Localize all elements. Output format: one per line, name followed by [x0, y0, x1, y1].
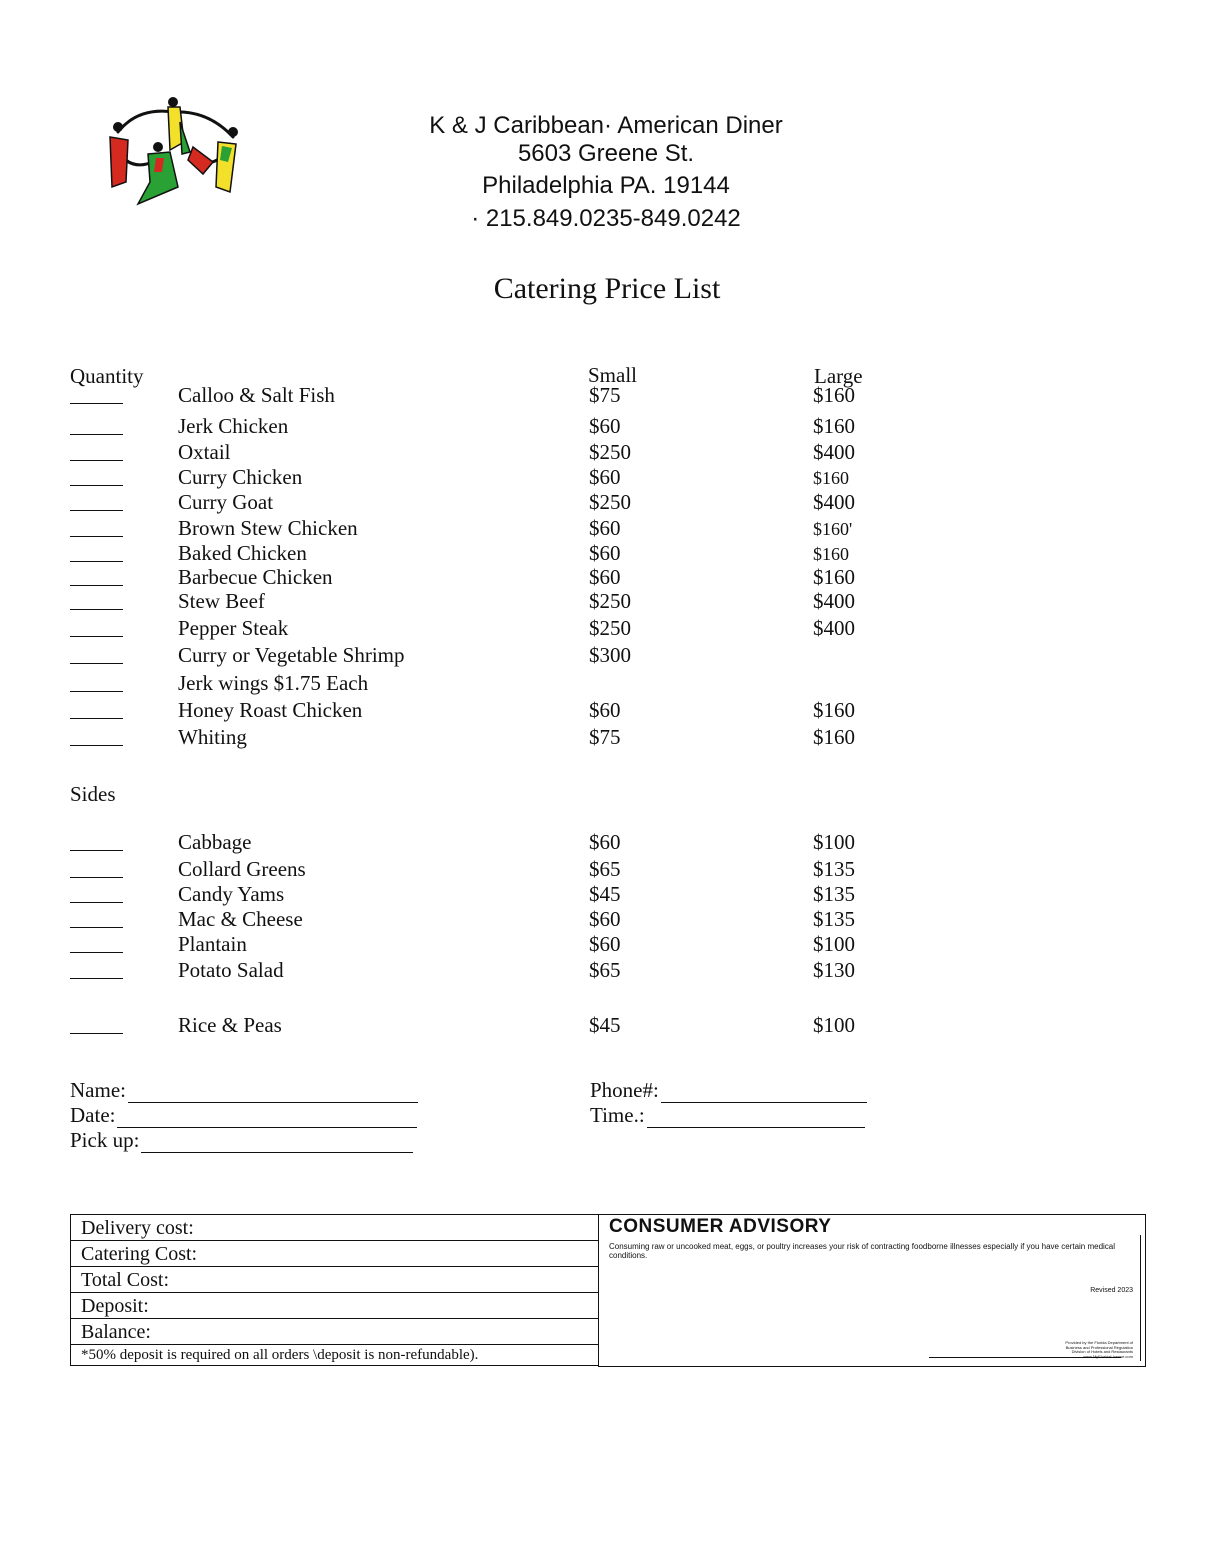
large-price: $100	[813, 932, 855, 956]
large-price: $130	[813, 958, 855, 982]
large-price: $100	[813, 1013, 855, 1037]
large-price: $160	[813, 544, 849, 564]
entree-row	[0, 725, 1214, 752]
quantity-blank[interactable]	[70, 485, 123, 486]
small-price: $60	[589, 414, 621, 438]
quantity-blank[interactable]	[70, 536, 123, 537]
total-cost-row[interactable]: Total Cost:	[71, 1267, 599, 1293]
entree-row	[0, 565, 1214, 592]
quantity-blank[interactable]	[70, 663, 123, 664]
name-field[interactable]	[70, 1078, 418, 1103]
entree-row	[0, 541, 1214, 568]
large-price: $400	[813, 490, 855, 514]
entree-row	[0, 516, 1214, 543]
item-name: Stew Beef	[178, 589, 265, 613]
item-name: Potato Salad	[178, 958, 284, 982]
item-name: Pepper Steak	[178, 616, 289, 640]
quantity-blank[interactable]	[70, 745, 123, 746]
small-price: $65	[589, 958, 621, 982]
small-price: $60	[589, 907, 621, 931]
advisory-revised: Revised 2023	[1090, 1287, 1133, 1294]
large-price: $135	[813, 857, 855, 881]
quantity-blank[interactable]	[70, 877, 123, 878]
business-street: 5603 Greene St.	[517, 140, 695, 167]
sides-heading: Sides	[70, 782, 116, 806]
quantity-blank[interactable]	[70, 636, 123, 637]
quantity-blank[interactable]	[70, 609, 123, 610]
item-name: Jerk Chicken	[178, 414, 289, 438]
business-name: K & J Caribbean· American Diner	[429, 112, 783, 139]
item-name: Candy Yams	[178, 882, 285, 906]
advisory-title: CONSUMER ADVISORY	[609, 1216, 832, 1237]
small-price: $60	[589, 698, 621, 722]
consumer-advisory-box	[598, 1214, 1146, 1367]
catering-cost-row[interactable]: Catering Cost:	[71, 1241, 599, 1267]
entree-row	[0, 440, 1214, 467]
large-price: $400	[813, 589, 855, 613]
deposit-row[interactable]: Deposit:	[71, 1293, 599, 1319]
small-price: $75	[589, 383, 621, 407]
dancing-figures-circle-logo-icon	[98, 92, 248, 212]
small-price: $60	[589, 465, 621, 489]
small-price: $250	[589, 616, 631, 640]
quantity-blank[interactable]	[70, 978, 123, 979]
deposit-note: *50% deposit is required on all orders \deposit is non-refundable).	[81, 1347, 479, 1363]
large-price: $160	[813, 414, 855, 438]
item-name: Baked Chicken	[178, 541, 307, 565]
quantity-blank[interactable]	[70, 510, 123, 511]
item-name: Honey Roast Chicken	[178, 698, 363, 722]
phone-field[interactable]	[590, 1078, 867, 1103]
side-row	[0, 1013, 1214, 1040]
small-price: $65	[589, 857, 621, 881]
pickup-field[interactable]	[70, 1128, 413, 1153]
small-price: $45	[589, 882, 621, 906]
date-field[interactable]	[70, 1103, 417, 1128]
quantity-blank[interactable]	[70, 691, 123, 692]
quantity-column-header: Quantity	[70, 364, 144, 388]
large-price: $135	[813, 882, 855, 906]
balance-row[interactable]: Balance:	[71, 1319, 599, 1345]
pickup-label: Pick up:	[70, 1128, 140, 1152]
small-price: $60	[589, 565, 621, 589]
entree-row	[0, 643, 1214, 670]
advisory-divider	[1140, 1235, 1141, 1361]
large-price: $160	[813, 725, 855, 749]
quantity-blank[interactable]	[70, 850, 123, 851]
dancing-figures-logo	[98, 92, 248, 212]
cost-summary-box	[70, 1214, 599, 1366]
advisory-text: Consuming raw or uncooked meat, eggs, or poultry increases your risk of contracting foodborne illnesses especially if you have certain medical conditions.	[609, 1242, 1116, 1260]
quantity-blank[interactable]	[70, 1033, 123, 1034]
item-name: Curry Goat	[178, 490, 274, 514]
phone-label: Phone#:	[590, 1078, 659, 1102]
business-phone: · 215.849.0235-849.0242	[471, 205, 741, 232]
quantity-blank[interactable]	[70, 927, 123, 928]
quantity-blank[interactable]	[70, 718, 123, 719]
name-label: Name:	[70, 1078, 126, 1102]
page-title: Catering Price List	[493, 272, 721, 305]
large-price: $160	[813, 698, 855, 722]
time-label: Time.:	[590, 1103, 645, 1127]
large-price: $400	[813, 440, 855, 464]
large-price: $160	[813, 383, 855, 407]
large-price: $160	[813, 565, 855, 589]
large-price: $400	[813, 616, 855, 640]
time-line[interactable]	[647, 1107, 865, 1128]
side-row	[0, 907, 1214, 934]
phone-line[interactable]	[661, 1082, 867, 1103]
side-row	[0, 932, 1214, 959]
large-price: $160	[813, 468, 849, 488]
item-name: Curry Chicken	[178, 465, 303, 489]
quantity-blank[interactable]	[70, 434, 123, 435]
quantity-blank[interactable]	[70, 561, 123, 562]
small-price: $75	[589, 725, 621, 749]
small-price: $60	[589, 541, 621, 565]
entree-row	[0, 589, 1214, 616]
small-price: $60	[589, 932, 621, 956]
item-name: Whiting	[178, 725, 247, 749]
side-row	[0, 958, 1214, 985]
entree-row	[0, 383, 1214, 410]
business-city: Philadelphia PA. 19144	[482, 172, 730, 199]
pickup-line[interactable]	[141, 1132, 413, 1153]
item-name: Barbecue Chicken	[178, 565, 333, 589]
entree-row	[0, 414, 1214, 441]
large-price: $135	[813, 907, 855, 931]
side-row	[0, 857, 1214, 884]
item-name: Calloo & Salt Fish	[178, 383, 335, 407]
advisory-provided-by: Provided by the Florida Department of Business and Professional Regulation Division of Hotels and Restaurants www.MyFloridaLicense.com	[1065, 1340, 1133, 1359]
time-field[interactable]	[590, 1103, 865, 1128]
large-price: $100	[813, 830, 855, 854]
large-column-header: Large	[814, 364, 863, 388]
item-name: Oxtail	[178, 440, 231, 464]
date-line[interactable]	[117, 1107, 417, 1128]
date-label: Date:	[70, 1103, 116, 1127]
small-price: $250	[589, 490, 631, 514]
entree-row	[0, 698, 1214, 725]
entree-row	[0, 490, 1214, 517]
small-price: $250	[589, 440, 631, 464]
item-name: Brown Stew Chicken	[178, 516, 358, 540]
quantity-blank[interactable]	[70, 952, 123, 953]
item-name: Curry or Vegetable Shrimp	[178, 643, 405, 667]
item-name: Plantain	[178, 932, 247, 956]
advisory-signature-line	[929, 1357, 1121, 1358]
small-price: $250	[589, 589, 631, 613]
item-name: Jerk wings $1.75 Each	[178, 671, 369, 695]
quantity-blank[interactable]	[70, 403, 123, 404]
small-price: $300	[589, 643, 631, 667]
entree-row	[0, 671, 1214, 698]
quantity-blank[interactable]	[70, 902, 123, 903]
side-row	[0, 882, 1214, 909]
delivery-cost-row[interactable]: Delivery cost:	[71, 1215, 599, 1241]
side-row	[0, 830, 1214, 857]
small-price: $60	[589, 830, 621, 854]
quantity-blank[interactable]	[70, 460, 123, 461]
entree-row	[0, 616, 1214, 643]
item-name: Rice & Peas	[178, 1013, 282, 1037]
small-price: $45	[589, 1013, 621, 1037]
item-name: Collard Greens	[178, 857, 306, 881]
small-column-header: Small	[588, 363, 638, 387]
item-name: Mac & Cheese	[178, 907, 303, 931]
large-price: $160'	[813, 519, 853, 539]
quantity-blank[interactable]	[70, 585, 123, 586]
name-line[interactable]	[128, 1082, 418, 1103]
small-price: $60	[589, 516, 621, 540]
item-name: Cabbage	[178, 830, 252, 854]
entree-row	[0, 465, 1214, 492]
